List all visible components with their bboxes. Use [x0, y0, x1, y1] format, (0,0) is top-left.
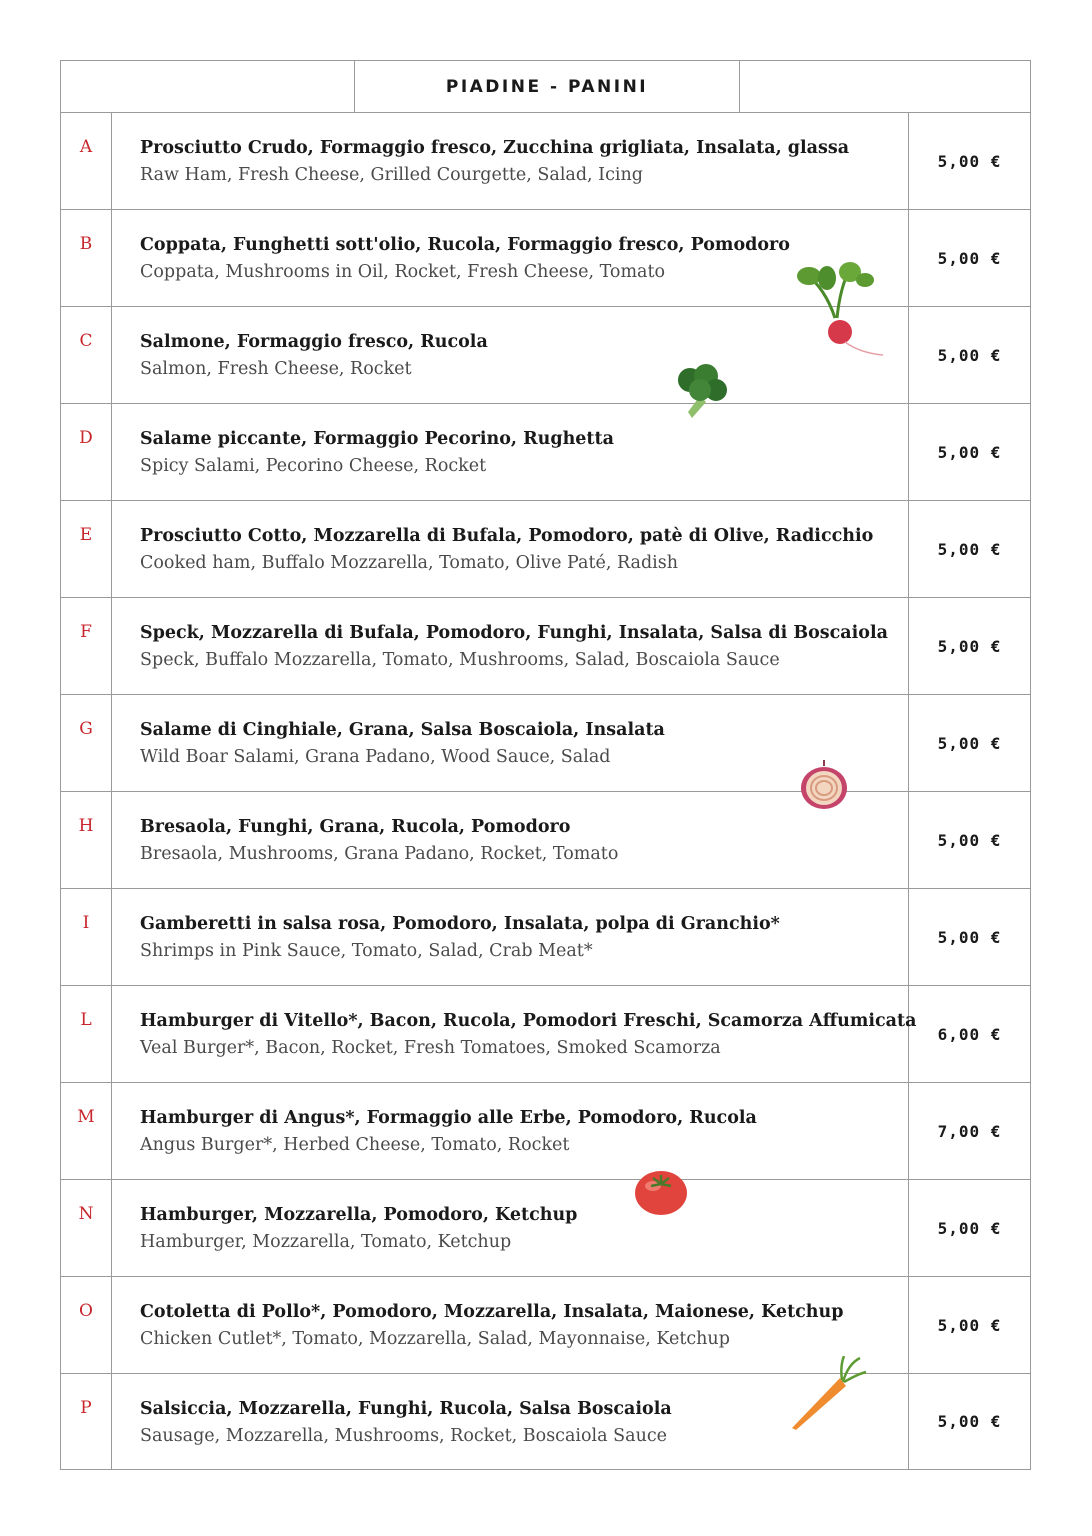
item-name-english: Shrimps in Pink Sauce, Tomato, Salad, Crab Meat* [140, 941, 593, 961]
item-name-english: Speck, Buffalo Mozzarella, Tomato, Mushrooms, Salad, Boscaiola Sauce [140, 650, 780, 670]
menu-item-row [61, 404, 1030, 501]
item-letter: D [61, 404, 112, 500]
item-letter: F [61, 598, 112, 694]
carrot-icon [788, 1356, 868, 1432]
item-description [112, 889, 909, 985]
onion-icon [798, 758, 850, 814]
item-name-english: Sausage, Mozzarella, Mushrooms, Rocket, Boscaiola Sauce [140, 1426, 667, 1446]
radish-icon [795, 258, 885, 358]
menu-item-row [61, 501, 1030, 598]
item-name-italian: Prosciutto Cotto, Mozzarella di Bufala, Pomodoro, patè di Olive, Radicchio [140, 526, 874, 546]
item-name-italian: Coppata, Funghetti sott'olio, Rucola, Formaggio fresco, Pomodoro [140, 235, 790, 255]
item-name-italian: Gamberetti in salsa rosa, Pomodoro, Insalata, polpa di Granchio* [140, 914, 780, 934]
item-name-italian: Hamburger, Mozzarella, Pomodoro, Ketchup [140, 1205, 578, 1225]
item-description [112, 1180, 909, 1276]
item-letter: B [61, 210, 112, 306]
item-description [112, 1083, 909, 1179]
item-name-english: Salmon, Fresh Cheese, Rocket [140, 359, 412, 379]
item-price: 5,00 € [937, 442, 1002, 462]
menu-item-row [61, 986, 1030, 1083]
item-name-italian: Hamburger di Vitello*, Bacon, Rucola, Pomodori Freschi, Scamorza Affumicata [140, 1011, 917, 1031]
menu-item-row [61, 1083, 1030, 1180]
item-letter: M [61, 1083, 112, 1179]
item-name-english: Spicy Salami, Pecorino Cheese, Rocket [140, 456, 487, 476]
item-letter: N [61, 1180, 112, 1276]
item-name-english: Veal Burger*, Bacon, Rocket, Fresh Tomatoes, Smoked Scamorza [140, 1038, 721, 1058]
menu-header [61, 61, 1030, 113]
header-cell-right [740, 61, 1030, 112]
tomato-icon [633, 1166, 689, 1218]
item-name-english: Cooked ham, Buffalo Mozzarella, Tomato, Olive Paté, Radish [140, 553, 679, 573]
item-name-english: Bresaola, Mushrooms, Grana Padano, Rocket, Tomato [140, 844, 619, 864]
item-name-italian: Salmone, Formaggio fresco, Rucola [140, 332, 488, 352]
menu-item-row [61, 598, 1030, 695]
item-price: 7,00 € [937, 1121, 1002, 1141]
menu-table [60, 60, 1031, 1470]
menu-item-row [61, 1180, 1030, 1277]
item-letter: O [61, 1277, 112, 1373]
item-name-italian: Salsiccia, Mozzarella, Funghi, Rucola, Salsa Boscaiola [140, 1399, 672, 1419]
item-price: 5,00 € [937, 1218, 1002, 1238]
item-letter: I [61, 889, 112, 985]
menu-item-row [61, 695, 1030, 792]
menu-item-row [61, 889, 1030, 986]
item-price: 5,00 € [937, 539, 1002, 559]
item-price: 5,00 € [937, 636, 1002, 656]
item-name-italian: Speck, Mozzarella di Bufala, Pomodoro, Funghi, Insalata, Salsa di Boscaiola [140, 623, 888, 643]
item-description [112, 307, 909, 403]
item-price: 5,00 € [937, 1412, 1002, 1431]
item-name-english: Wild Boar Salami, Grana Padano, Wood Sauce, Salad [140, 747, 611, 767]
item-price: 5,00 € [937, 830, 1002, 850]
menu-item-row [61, 1277, 1030, 1374]
item-description [112, 210, 909, 306]
menu-item-row [61, 113, 1030, 210]
menu-title: PIADINE - PANINI [355, 61, 740, 112]
item-name-italian: Hamburger di Angus*, Formaggio alle Erbe, Pomodoro, Rucola [140, 1108, 757, 1128]
item-name-italian: Cotoletta di Pollo*, Pomodoro, Mozzarella, Insalata, Maionese, Ketchup [140, 1302, 844, 1322]
header-cell-left [61, 61, 355, 112]
item-description [112, 113, 909, 209]
item-name-english: Hamburger, Mozzarella, Tomato, Ketchup [140, 1232, 512, 1252]
item-description [112, 404, 909, 500]
item-name-italian: Salame di Cinghiale, Grana, Salsa Boscaiola, Insalata [140, 720, 665, 740]
item-letter: C [61, 307, 112, 403]
item-description [112, 501, 909, 597]
menu-item-row [61, 1374, 1030, 1469]
item-price: 5,00 € [937, 248, 1002, 268]
item-name-english: Coppata, Mushrooms in Oil, Rocket, Fresh Cheese, Tomato [140, 262, 666, 282]
item-price: 5,00 € [937, 927, 1002, 947]
item-letter: G [61, 695, 112, 791]
item-name-italian: Salame piccante, Formaggio Pecorino, Rughetta [140, 429, 614, 449]
item-price: 5,00 € [937, 1315, 1002, 1335]
broccoli-icon [670, 362, 732, 424]
item-description [112, 986, 917, 1082]
item-name-english: Chicken Cutlet*, Tomato, Mozzarella, Salad, Mayonnaise, Ketchup [140, 1329, 730, 1349]
menu-item-row [61, 792, 1030, 889]
item-price: 6,00 € [937, 1024, 1002, 1044]
item-letter: A [61, 113, 112, 209]
item-letter: L [61, 986, 112, 1082]
item-letter: H [61, 792, 112, 888]
item-name-italian: Prosciutto Crudo, Formaggio fresco, Zucchina grigliata, Insalata, glassa [140, 138, 850, 158]
item-name-italian: Bresaola, Funghi, Grana, Rucola, Pomodoro [140, 817, 571, 837]
item-name-english: Raw Ham, Fresh Cheese, Grilled Courgette, Salad, Icing [140, 165, 643, 185]
item-price: 5,00 € [937, 345, 1002, 365]
item-description [112, 598, 909, 694]
item-name-english: Angus Burger*, Herbed Cheese, Tomato, Rocket [140, 1135, 570, 1155]
item-letter: P [61, 1374, 112, 1469]
item-price: 5,00 € [937, 151, 1002, 171]
item-letter: E [61, 501, 112, 597]
item-price: 5,00 € [937, 733, 1002, 753]
item-description [112, 695, 909, 791]
item-description [112, 792, 909, 888]
